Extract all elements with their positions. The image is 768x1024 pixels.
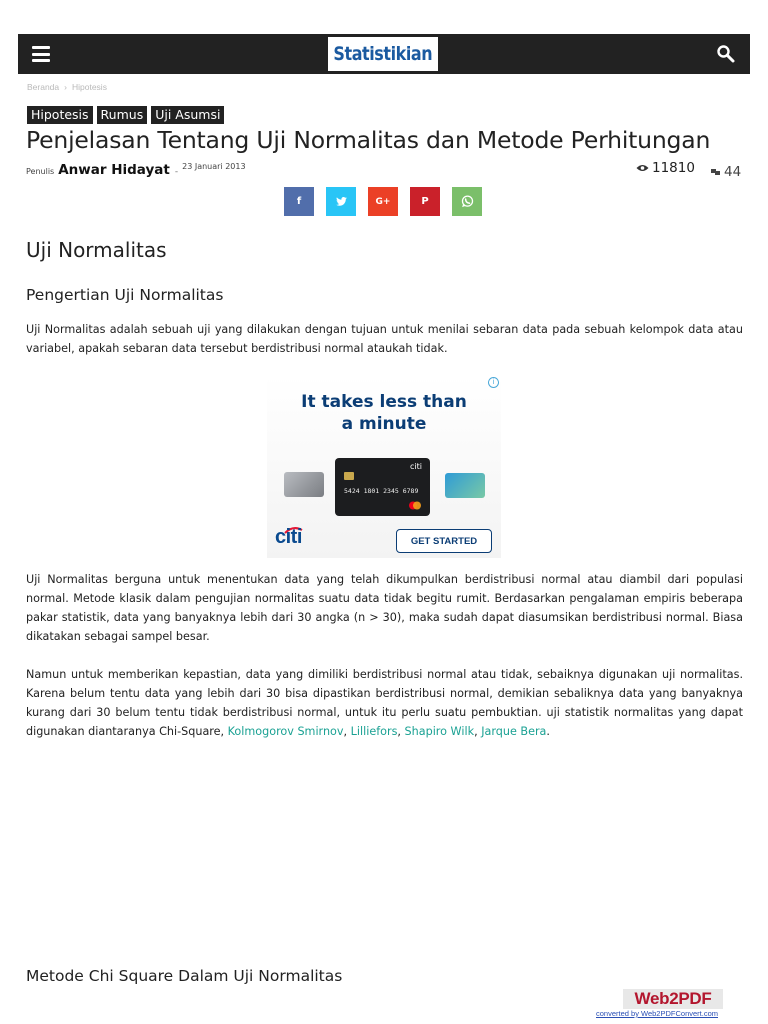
pinterest-icon: P: [421, 196, 429, 207]
site-logo-text: Statistikian: [333, 43, 433, 65]
web2pdf-logo: [623, 989, 723, 1009]
web2pdf-logo-text: Web2PDF: [634, 989, 712, 1008]
twitter-icon: [336, 197, 347, 206]
comment-count-value: 44: [724, 164, 742, 180]
paragraph-3-text: Namun untuk memberikan kepastian, data yang dimiliki berdistribusi normal atau tidak, sebaiknya digunakan uji normalitas. Karena belum tentu data yang lebih dari 30 bisa dipastikan berdistribusi normal, demikian sebaliknya data yang banyaknya kurang dari 30 belum tentu tidak berdistribusi normal, untuk itu perlu suatu pembuktian. uji statistik normalitas yang dapat digunakan diantaranya Chi-Square,: [26, 668, 743, 738]
comment-icon: [711, 168, 721, 176]
ad-get-started-button[interactable]: GET STARTED: [396, 529, 492, 553]
web2pdf-link[interactable]: converted by Web2PDFConvert.com: [596, 1009, 718, 1018]
ad-headline-line1: It takes less than: [301, 392, 467, 412]
facebook-icon: f: [296, 196, 302, 207]
section-heading-chi-square: Metode Chi Square Dalam Uji Normalitas: [26, 967, 343, 985]
article-title: Penjelasan Tentang Uji Normalitas dan Metode Perhitungan: [26, 126, 711, 154]
credit-card-image-left: [284, 472, 324, 497]
credit-card-image-main: [335, 458, 430, 516]
search-icon[interactable]: [716, 44, 736, 64]
card-number: 5424 1801 2345 6789: [344, 487, 419, 495]
author-label: Penulis: [26, 167, 55, 176]
tag-hipotesis[interactable]: Hipotesis: [27, 106, 93, 124]
credit-card-image-right: [445, 473, 485, 498]
subsection-heading: Pengertian Uji Normalitas: [26, 286, 224, 304]
ad-info-icon[interactable]: i: [488, 377, 499, 388]
eye-icon: [636, 164, 649, 172]
link-separator: ,: [397, 725, 405, 738]
ad-headline-line2: a minute: [341, 414, 427, 434]
link-shapiro-wilk[interactable]: Shapiro Wilk: [404, 725, 475, 738]
advertiser-name: citi: [275, 526, 302, 548]
link-jarque-bera[interactable]: Jarque Bera: [481, 725, 547, 738]
card-chip-icon: [344, 472, 354, 480]
breadcrumb-separator-icon: ›: [64, 82, 67, 92]
publish-date: 23 Januari 2013: [182, 162, 246, 171]
link-separator: ,: [474, 725, 482, 738]
comment-count[interactable]: [711, 164, 741, 180]
share-whatsapp-button[interactable]: [452, 187, 482, 216]
view-count-value: 11810: [652, 160, 695, 176]
tag-rumus[interactable]: Rumus: [97, 106, 148, 124]
breadcrumb-category[interactable]: Hipotesis: [71, 82, 107, 92]
whatsapp-icon: [461, 195, 474, 208]
tag-uji-asumsi[interactable]: Uji Asumsi: [151, 106, 224, 124]
menu-icon[interactable]: [32, 46, 50, 62]
site-logo[interactable]: [328, 37, 438, 71]
share-facebook-button[interactable]: [284, 187, 314, 216]
share-google-plus-button[interactable]: [368, 187, 398, 216]
share-pinterest-button[interactable]: [410, 187, 440, 216]
ad-headline: [267, 391, 501, 435]
paragraph-1: Uji Normalitas adalah sebuah uji yang dilakukan dengan tujuan untuk menilai sebaran data pada sebuah kelompok data atau variabel, apakah sebaran data tersebut berdistribusi normal ataukah tidak.: [26, 323, 743, 355]
advertisement-banner[interactable]: [267, 376, 501, 558]
sentence-end: .: [546, 725, 550, 738]
advertiser-logo: [275, 526, 302, 549]
meta-separator: -: [174, 167, 179, 177]
link-lilliefors[interactable]: Lilliefors: [350, 725, 398, 738]
link-kolmogorov-smirnov[interactable]: Kolmogorov Smirnov: [227, 725, 344, 738]
paragraph-2: Uji Normalitas berguna untuk menentukan data yang telah dikumpulkan berdistribusi normal atau diambil dari populasi normal. Metode klasik dalam pengujian normalitas suatu data tidak begitu rumit. Berdasarkan pengalaman empiris beberapa pakar statistik, data yang banyaknya lebih dari 30 angka (n > 30), maka sudah dapat diasumsikan berdistribusi normal. Biasa dikatakan sebagai sampel besar.: [26, 573, 743, 643]
mastercard-icon: [408, 501, 422, 510]
breadcrumb: [27, 82, 107, 92]
breadcrumb-home[interactable]: Beranda: [27, 82, 60, 92]
link-separator: ,: [343, 725, 351, 738]
google-plus-icon: G+: [375, 196, 391, 207]
category-tags: [27, 106, 224, 124]
web2pdf-watermark[interactable]: [596, 989, 752, 1018]
paragraph-3: [26, 665, 743, 741]
section-heading: Uji Normalitas: [26, 238, 167, 262]
article-meta: [26, 162, 246, 178]
share-twitter-button[interactable]: [326, 187, 356, 216]
card-brand-logo: citi: [410, 462, 422, 471]
author-name[interactable]: Anwar Hidayat: [58, 162, 170, 178]
top-navigation-bar: [18, 34, 750, 74]
view-count: [636, 160, 695, 176]
